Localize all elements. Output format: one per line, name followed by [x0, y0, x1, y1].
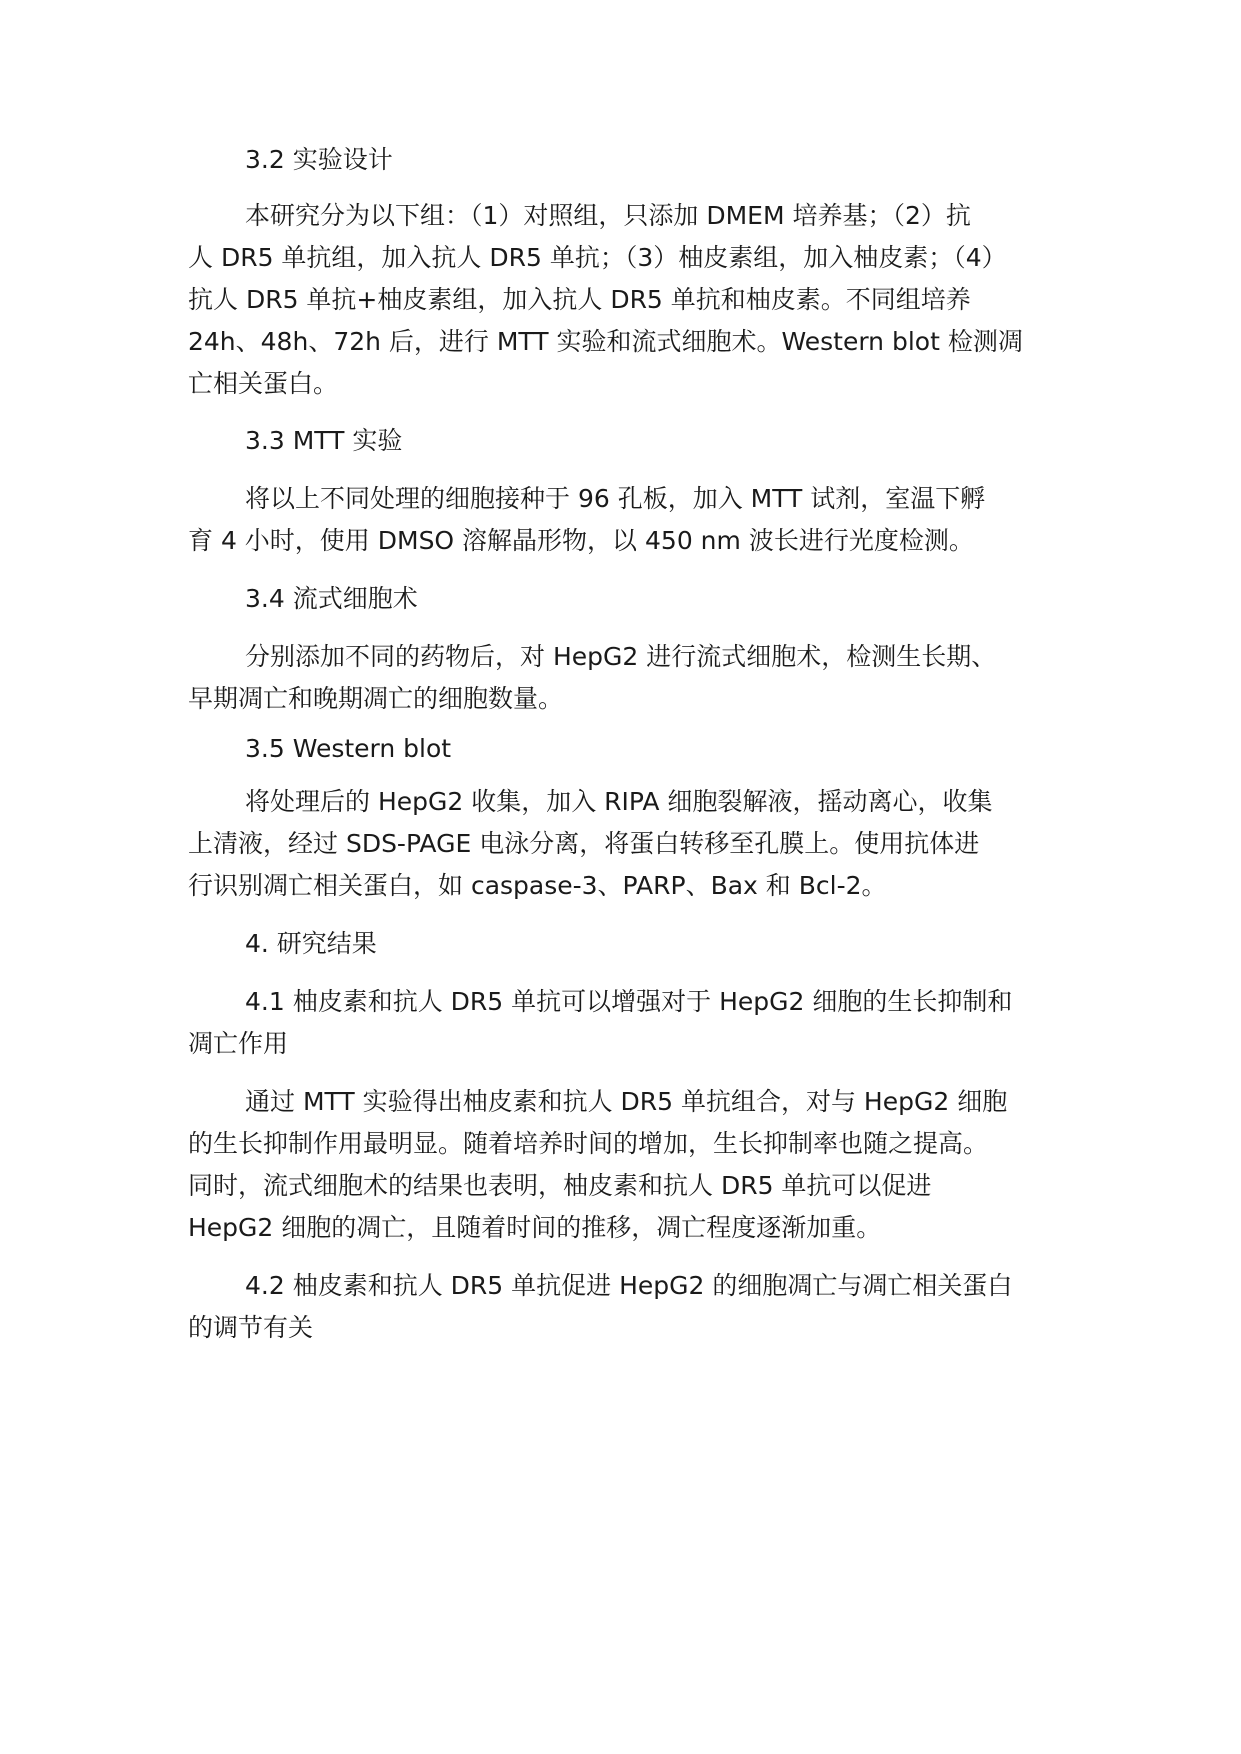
paragraph-line: 将处理后的 HepG2 收集，加入 RIPA 细胞裂解液，摇动离心，收集 — [245, 787, 993, 816]
paragraph-line: 上清液，经过 SDS-PAGE 电泳分离，将蛋白转移至孔膜上。使用抗体进 — [188, 829, 980, 858]
paragraph-line: 早期凋亡和晚期凋亡的细胞数量。 — [188, 684, 564, 713]
paragraph-line: 亡相关蛋白。 — [188, 369, 339, 398]
section-heading-4-2-cont: 的调节有关 — [188, 1313, 314, 1342]
paragraph-line: 分别添加不同的药物后，对 HepG2 进行流式细胞术，检测生长期、 — [245, 642, 997, 671]
section-heading-3-2: 3.2 实验设计 — [245, 145, 393, 174]
section-heading-4-2: 4.2 柚皮素和抗人 DR5 单抗促进 HepG2 的细胞凋亡与凋亡相关蛋白 — [245, 1271, 1013, 1300]
paragraph-line: 24h、48h、72h 后，进行 MTT 实验和流式细胞术。Western blot 检测凋 — [188, 327, 1023, 356]
paragraph-line: 通过 MTT 实验得出柚皮素和抗人 DR5 单抗组合，对与 HepG2 细胞 — [245, 1087, 1008, 1116]
section-heading-4-1: 4.1 柚皮素和抗人 DR5 单抗可以增强对于 HepG2 细胞的生长抑制和 — [245, 987, 1013, 1016]
paragraph-line: 抗人 DR5 单抗+柚皮素组，加入抗人 DR5 单抗和柚皮素。不同组培养 — [188, 285, 971, 314]
paragraph-line: HepG2 细胞的凋亡，且随着时间的推移，凋亡程度逐渐加重。 — [188, 1213, 882, 1242]
paragraph-line: 人 DR5 单抗组，加入抗人 DR5 单抗；（3）柚皮素组，加入柚皮素；（4） — [188, 243, 1007, 272]
paragraph-line: 将以上不同处理的细胞接种于 96 孔板，加入 MTT 试剂，室温下孵 — [245, 484, 986, 513]
paragraph-line: 的生长抑制作用最明显。随着培养时间的增加，生长抑制率也随之提高。 — [188, 1129, 989, 1158]
section-heading-4-1-cont: 凋亡作用 — [188, 1029, 289, 1058]
paragraph-line: 行识别凋亡相关蛋白，如 caspase-3、PARP、Bax 和 Bcl-2。 — [188, 871, 887, 900]
section-heading-3-5: 3.5 Western blot — [245, 734, 452, 763]
paragraph-line: 同时，流式细胞术的结果也表明，柚皮素和抗人 DR5 单抗可以促进 — [188, 1171, 932, 1200]
section-heading-3-3: 3.3 MTT 实验 — [245, 426, 403, 455]
section-heading-3-4: 3.4 流式细胞术 — [245, 584, 418, 613]
paragraph-line: 育 4 小时，使用 DMSO 溶解晶形物，以 450 nm 波长进行光度检测。 — [188, 526, 974, 555]
paragraph-line: 本研究分为以下组：（1）对照组，只添加 DMEM 培养基；（2）抗 — [245, 201, 971, 230]
section-heading-4: 4. 研究结果 — [245, 929, 377, 958]
